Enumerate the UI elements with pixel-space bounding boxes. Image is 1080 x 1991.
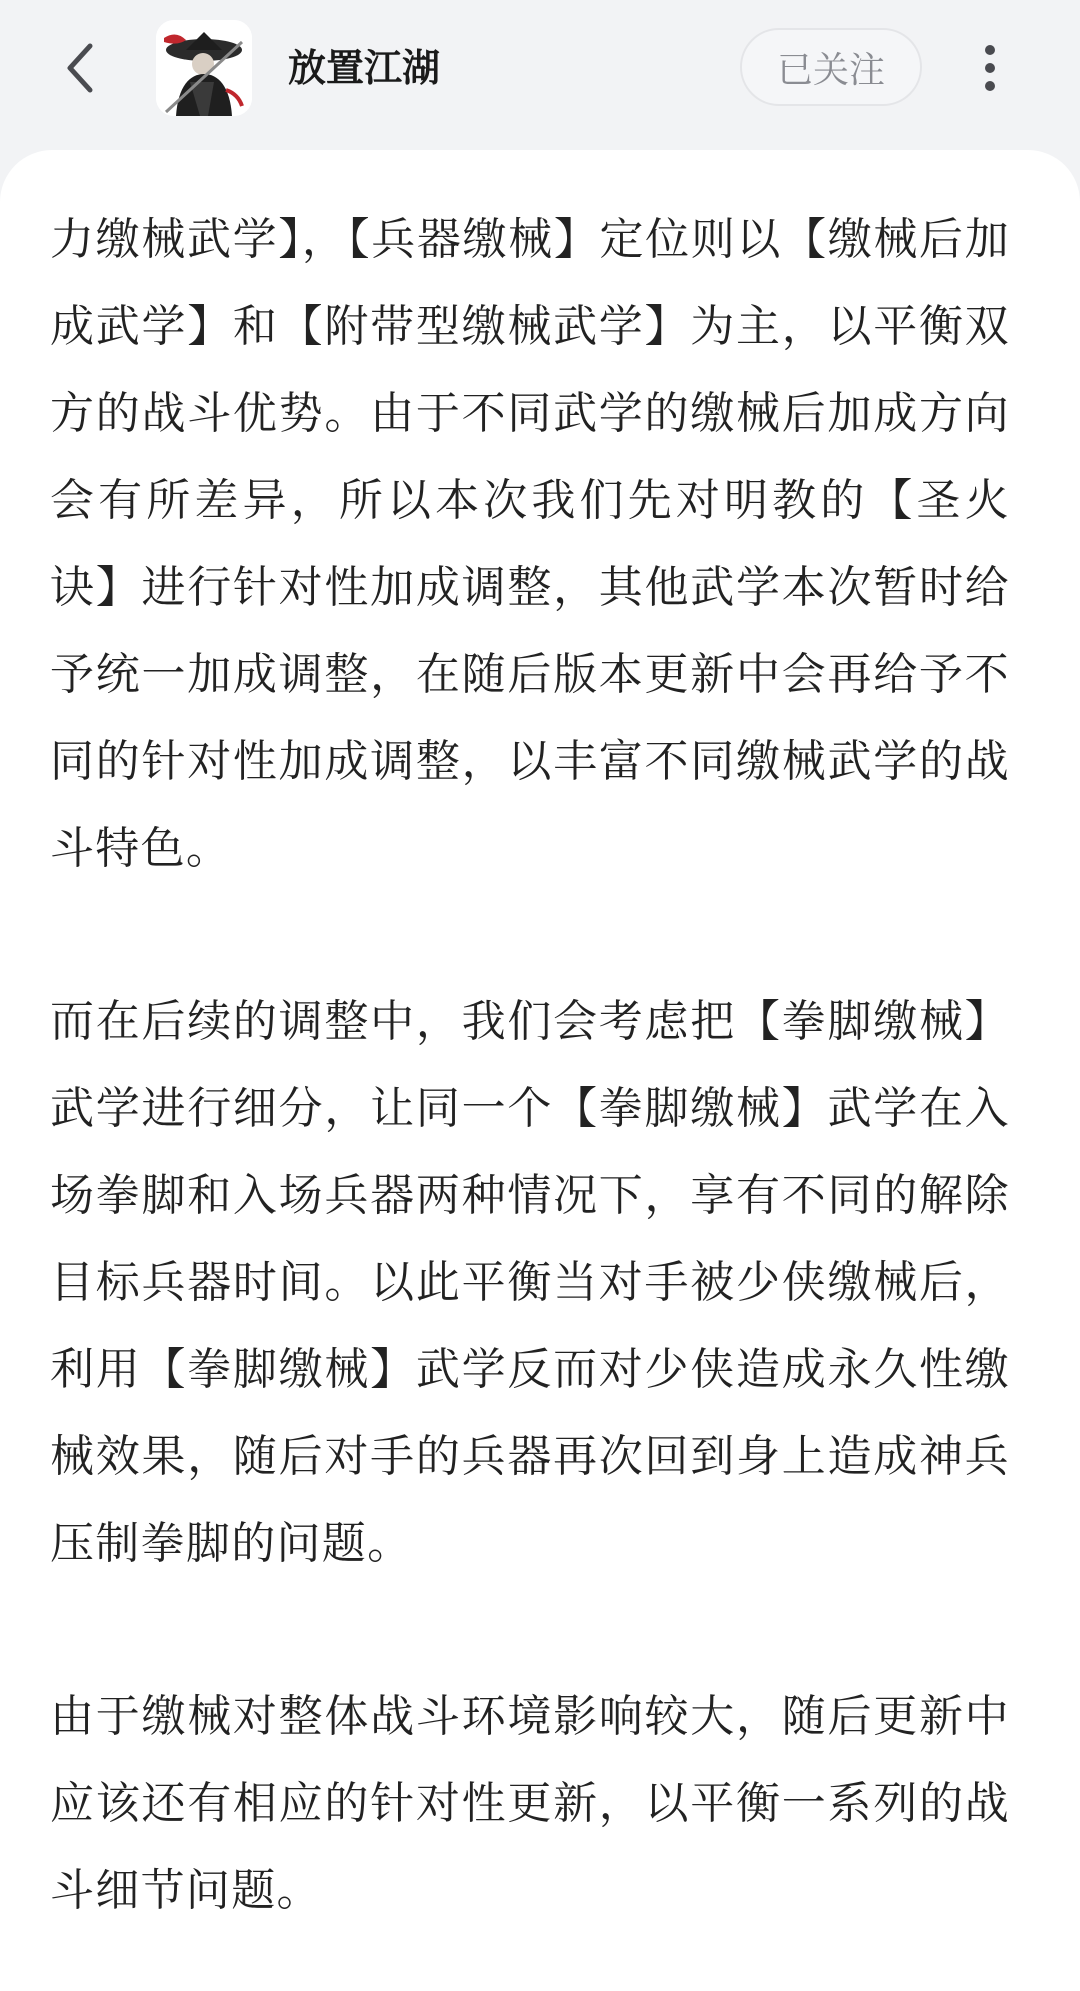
article-card <box>0 150 1080 1991</box>
back-button[interactable] <box>52 36 108 100</box>
top-bar <box>0 0 1080 150</box>
paragraph-gap <box>50 892 1010 978</box>
following-button[interactable]: 已关注 <box>740 28 922 106</box>
article-body <box>50 196 1010 1934</box>
article-paragraph: 由于缴械对整体战斗环境影响较大，随后更新中应该还有相应的针对性更新，以平衡一系列的战斗细节问题。 <box>50 1691 1010 1916</box>
more-options-button[interactable] <box>960 36 1020 100</box>
swordsman-avatar-icon <box>156 20 252 116</box>
vertical-ellipsis-icon <box>980 43 1000 93</box>
chevron-left-icon <box>60 40 100 96</box>
app-avatar[interactable] <box>156 20 252 116</box>
paragraph-gap <box>50 1587 1010 1673</box>
app-name[interactable]: 放置江湖 <box>288 46 441 90</box>
article-paragraph: 力缴械武学】，【兵器缴械】定位则以【缴械后加成武学】和【附带型缴械武学】为主，以平衡双方的战斗优势。由于不同武学的缴械后加成方向会有所差异，所以本次我们先对明教的【圣火诀】进行针对性加成调整，其他武学本次暂时给予统一加成调整，在随后版本更新中会再给予不同的针对性加成调整，以丰富不同缴械武学的战斗特色。 <box>50 214 1010 874</box>
article-paragraph: 而在后续的调整中，我们会考虑把【拳脚缴械】武学进行细分，让同一个【拳脚缴械】武学在入场拳脚和入场兵器两种情况下，享有不同的解除目标兵器时间。以此平衡当对手被少侠缴械后，利用【拳脚缴械】武学反而对少侠造成永久性缴械效果，随后对手的兵器再次回到身上造成神兵压制拳脚的问题。 <box>50 996 1010 1569</box>
